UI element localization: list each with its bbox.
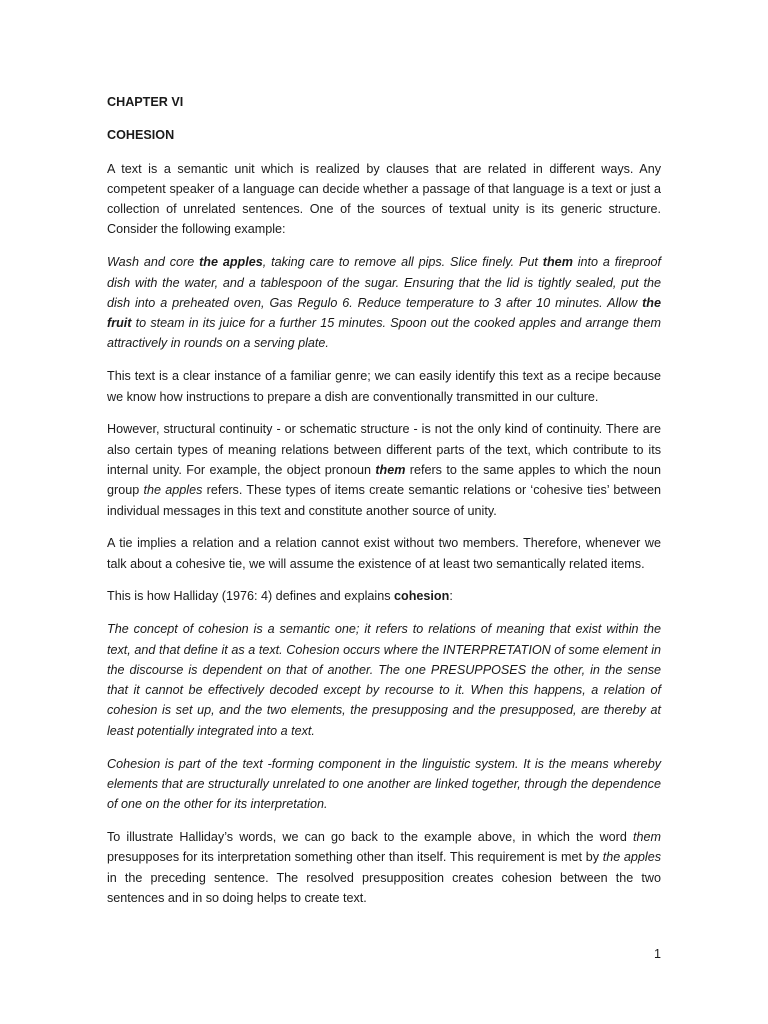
document-page: [107, 92, 661, 921]
paragraph-text: To illustrate Halliday’s words, we can go back to the example above, in which the word: [107, 829, 633, 844]
paragraph-text: However, structural continuity - or schematic structure - is not the only kind of continuity. There are also certain types of meaning relations between different parts of the text, which contribute to its internal unity. For example, the object pronoun: [107, 422, 661, 477]
paragraph-genre: This text is a clear instance of a familiar genre; we can easily identify this text as a recipe because we know how instructions to prepare a dish are conventionally transmitted in our culture.: [107, 369, 661, 404]
emphasis-term: the apples: [143, 483, 203, 498]
halliday-quote-2: Cohesion is part of the text -forming component in the linguistic system. It is the means whereby elements that are structurally unrelated to one another are linked together, through the dependence of one on the other for its interpretation.: [107, 756, 661, 812]
halliday-quote-1: The concept of cohesion is a semantic one; it refers to relations of meaning that exist within the text, and that define it as a text. Cohesion occurs where the INTERPRETATION of some element in the discourse is dependent on that of another. The one PRESUPPOSES the other, in the sense that it cannot be effectively decoded except by recourse to it. When this happens, a relation of cohesion is set up, and the two elements, the presupposing and the presupposed, are thereby at least potentially integrated into a text.: [107, 622, 661, 738]
recipe-bold-term: the fruit: [107, 295, 661, 331]
recipe-text: Wash and core: [107, 255, 200, 270]
paragraph-illustration: [107, 827, 661, 908]
paragraph-continuity: [107, 419, 661, 520]
recipe-bold-term: the apples: [199, 255, 263, 270]
chapter-heading: CHAPTER VI: [107, 95, 184, 109]
emphasis-term: them: [375, 462, 406, 477]
paragraph-text: in the preceding sentence. The resolved presupposition creates cohesion between the two sentences and in so doing helps to create text.: [107, 870, 661, 905]
recipe-example: [107, 252, 661, 353]
paragraph-text: :: [449, 589, 453, 604]
recipe-text: to steam in its juice for a further 15 minutes. Spoon out the cooked apples and arrange them attractively in rounds on a serving plate.: [107, 316, 661, 351]
paragraph-text: This is how Halliday (1976: 4) defines and explains: [107, 589, 395, 604]
paragraph-tie: A tie implies a relation and a relation cannot exist without two members. Therefore, whenever we talk about a cohesive tie, we will assume the existence of at least two semantically related items.: [107, 536, 661, 571]
emphasis-term: them: [633, 829, 661, 844]
recipe-text: , taking care to remove all pips. Slice finely. Put: [262, 255, 543, 270]
paragraph-text: presupposes for its interpretation something other than itself. This requirement is met by: [107, 850, 603, 865]
emphasis-term: cohesion: [394, 589, 450, 604]
paragraph-text: refers. These types of items create semantic relations or ‘cohesive ties’ between individual messages in this text and constitute another source of unity.: [107, 483, 661, 518]
paragraph-text: refers to the same apples to which the noun group: [107, 462, 661, 498]
section-heading: COHESION: [107, 128, 175, 143]
recipe-text: into a fireproof dish with the water, and a tablespoon of the sugar. Ensuring that the lid is tightly sealed, put the dish into a preheated oven, Gas Regulo 6. Reduce temperature to 3 after 10 minutes. Allow: [107, 255, 661, 310]
recipe-bold-term: them: [542, 255, 573, 270]
emphasis-term: the apples: [602, 850, 662, 865]
paragraph-intro: A text is a semantic unit which is realized by clauses that are related in different ways. Any competent speaker of a language can decide whether a passage of that language is a text or just a collection of unrelated sentences. One of the sources of textual unity is its generic structure. Consider the following example:: [107, 161, 661, 237]
paragraph-halliday-intro: [107, 586, 661, 606]
page-number: 1: [653, 947, 661, 961]
